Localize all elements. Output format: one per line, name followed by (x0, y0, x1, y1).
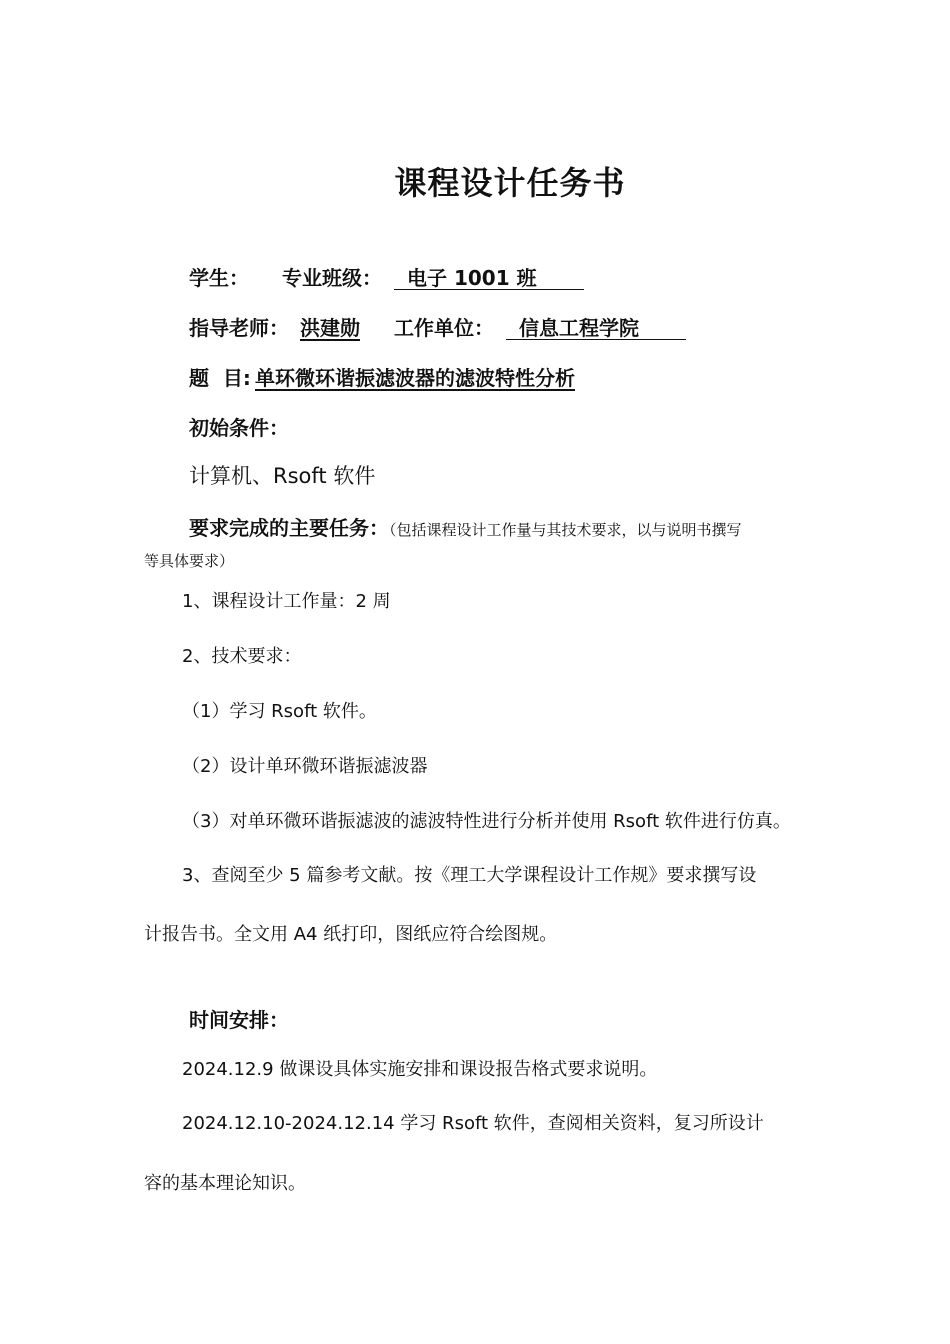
page-title: 课程设计任务书 (394, 164, 626, 202)
task-item-1: 1、课程设计工作量：2 周 (182, 591, 391, 612)
tasks-note-line2: 等具体要求） (144, 552, 235, 570)
schedule-entry-2-line1: 2024.12.10-2024.12.14 学习 Rsoft 软件，查阅相关资料，复习所设计 (182, 1113, 764, 1134)
task-item-3-line1: 3、查阅至少 5 篇参考文献。按《理工大学课程设计工作规》要求撰写设 (182, 865, 757, 886)
topic-label: 题 目: (189, 366, 251, 390)
tasks-note-line1: （包括课程设计工作量与其技术要求，以与说明书撰写 (389, 521, 742, 539)
schedule-entry-1: 2024.12.9 做课设具体实施安排和课设报告格式要求说明。 (182, 1059, 658, 1080)
schedule-entry-2-line2: 容的基本理论知识。 (144, 1173, 306, 1194)
advisor-value: 洪建勋 (300, 316, 360, 340)
conditions-label: 初始条件： (189, 416, 289, 440)
class-value: 电子 1001 班 (407, 266, 537, 290)
student-label: 学生： (189, 266, 249, 290)
unit-label: 工作单位： (394, 316, 494, 340)
tasks-label: 要求完成的主要任务： (189, 516, 389, 540)
task-item-3-line2: 计报告书。全文用 A4 纸打印，图纸应符合绘图规。 (144, 924, 558, 945)
task-item-2: 2、技术要求： (182, 646, 302, 667)
task-sub-3: （3）对单环微环谐振滤波的滤波特性进行分析并使用 Rsoft 软件进行仿真。 (182, 811, 791, 832)
advisor-label: 指导老师： (189, 316, 289, 340)
schedule-label: 时间安排： (189, 1008, 289, 1032)
class-label: 专业班级： (282, 266, 382, 290)
class-value-line (394, 262, 584, 290)
task-sub-2: （2）设计单环微环谐振滤波器 (182, 756, 428, 777)
conditions-value: 计算机、Rsoft 软件 (189, 464, 376, 488)
topic-value: 单环微环谐振滤波器的滤波特性分析 (255, 366, 575, 390)
task-sub-1: （1）学习 Rsoft 软件。 (182, 701, 377, 722)
tasks-heading (189, 512, 742, 541)
unit-value: 信息工程学院 (519, 316, 639, 340)
unit-value-line (506, 312, 686, 340)
